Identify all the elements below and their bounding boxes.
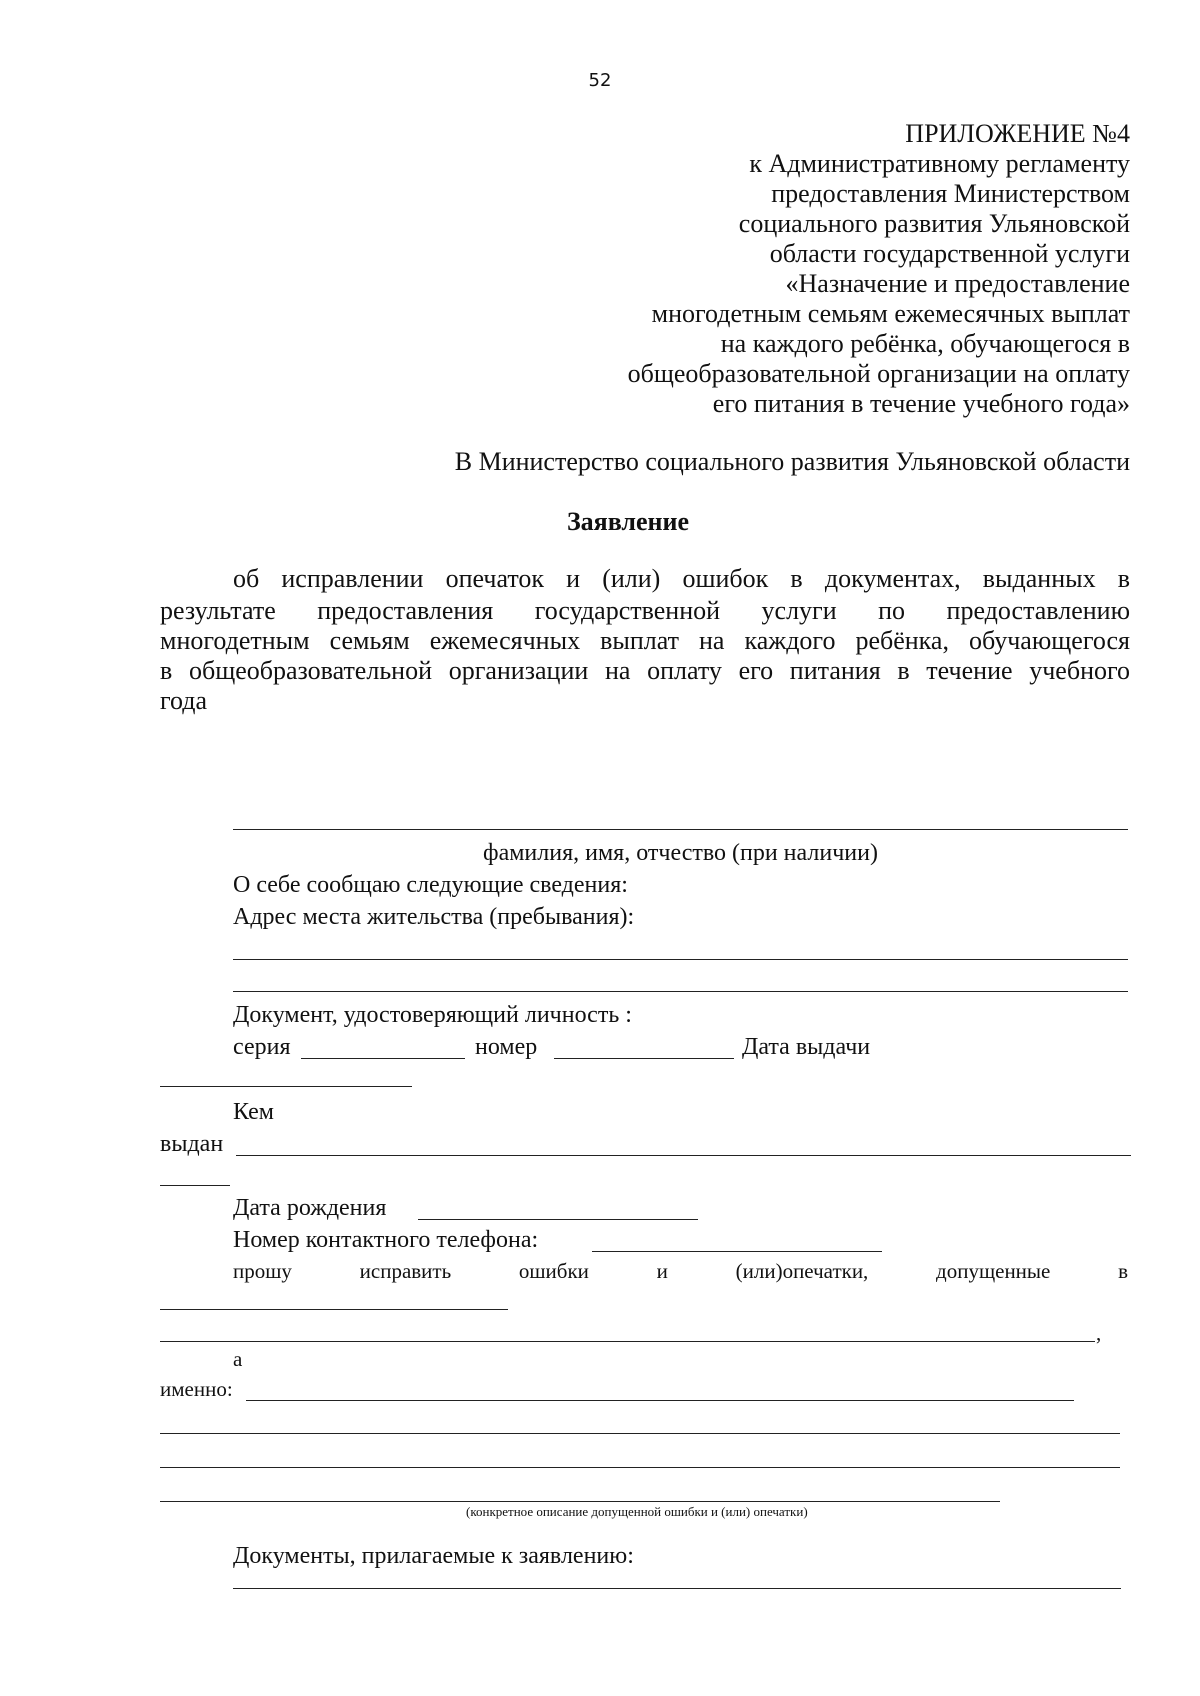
description-field-line[interactable] xyxy=(160,1433,1120,1434)
fio-field-line[interactable] xyxy=(233,829,1128,830)
comma: , xyxy=(1096,1321,1102,1345)
issue-date-label: Дата выдачи xyxy=(742,1034,871,1060)
namely-label: а xyxy=(233,1347,243,1371)
intro-line: многодетным семьям ежемесячных выплат на каждого ребёнка, обучающегося xyxy=(160,626,1130,655)
annex-line: социального развития Ульяновской xyxy=(738,209,1130,238)
annex-line: предоставления Министерством xyxy=(771,179,1130,208)
number-field-line[interactable] xyxy=(554,1058,734,1059)
series-field-line[interactable] xyxy=(301,1058,465,1059)
request-word: прошу xyxy=(233,1259,292,1283)
phone-field-line[interactable] xyxy=(592,1251,882,1252)
intro-line: года xyxy=(160,686,208,715)
request-word: и xyxy=(656,1259,668,1283)
issued-by-field-line[interactable] xyxy=(160,1185,230,1186)
birth-date-label: Дата рождения xyxy=(233,1195,387,1221)
attachments-field-line[interactable] xyxy=(233,1588,1121,1589)
id-doc-label: Документ, удостоверяющий личность : xyxy=(233,1002,632,1028)
address-label: Адрес места жительства (пребывания): xyxy=(233,904,635,930)
address-field-line[interactable] xyxy=(233,991,1128,992)
document-heading: Заявление xyxy=(566,507,690,536)
annex-line: многодетным семьям ежемесячных выплат xyxy=(651,299,1130,328)
birth-date-field-line[interactable] xyxy=(418,1219,698,1220)
issued-by-label: выдан xyxy=(160,1131,224,1157)
document-name-field-line[interactable] xyxy=(160,1309,508,1310)
address-field-line[interactable] xyxy=(233,959,1128,960)
attachments-label: Документы, прилагаемые к заявлению: xyxy=(233,1543,634,1569)
document-name-field-line[interactable] xyxy=(160,1341,1095,1342)
request-word: допущенные xyxy=(936,1259,1051,1283)
intro-line: в общеобразовательной организации на оплату его питания в течение учебного xyxy=(160,656,1130,685)
annex-line: области государственной услуги xyxy=(769,239,1130,268)
series-label: серия xyxy=(233,1034,291,1060)
number-label: номер xyxy=(475,1034,538,1060)
phone-label: Номер контактного телефона: xyxy=(233,1227,539,1253)
description-field-line[interactable] xyxy=(246,1400,1074,1401)
request-word: в xyxy=(1118,1259,1128,1283)
annex-title: ПРИЛОЖЕНИЕ №4 xyxy=(905,119,1130,148)
issued-by-label: Кем xyxy=(233,1099,274,1125)
fio-caption: фамилия, имя, отчество (при наличии) xyxy=(483,840,878,866)
issue-date-field-line[interactable] xyxy=(160,1086,412,1087)
request-word: исправить xyxy=(359,1259,452,1283)
annex-line: общеобразовательной организации на оплату xyxy=(627,359,1130,388)
description-caption: (конкретное описание допущенной ошибки и (или) опечатки) xyxy=(466,1504,808,1519)
description-field-line[interactable] xyxy=(160,1467,1120,1468)
issued-by-field-line[interactable] xyxy=(236,1155,1131,1156)
page-number: 52 xyxy=(588,70,612,91)
annex-line: его питания в течение учебного года» xyxy=(712,389,1130,418)
addressee: В Министерство социального развития Ульяновской области xyxy=(454,447,1130,476)
annex-line: «Назначение и предоставление xyxy=(785,269,1130,298)
annex-line: к Административному регламенту xyxy=(749,149,1130,178)
intro-line: результате предоставления государственной услуги по предоставлению xyxy=(160,596,1130,625)
description-field-line[interactable] xyxy=(160,1501,1000,1502)
intro-line: об исправлении опечаток и (или) ошибок в документах, выданных в xyxy=(233,564,1130,593)
request-line xyxy=(233,1258,1128,1284)
about-label: О себе сообщаю следующие сведения: xyxy=(233,872,628,898)
request-word: (или)опечатки, xyxy=(735,1259,869,1283)
request-word: ошибки xyxy=(518,1259,589,1283)
namely-label: именно: xyxy=(160,1377,233,1401)
annex-line: на каждого ребёнка, обучающегося в xyxy=(720,329,1130,358)
